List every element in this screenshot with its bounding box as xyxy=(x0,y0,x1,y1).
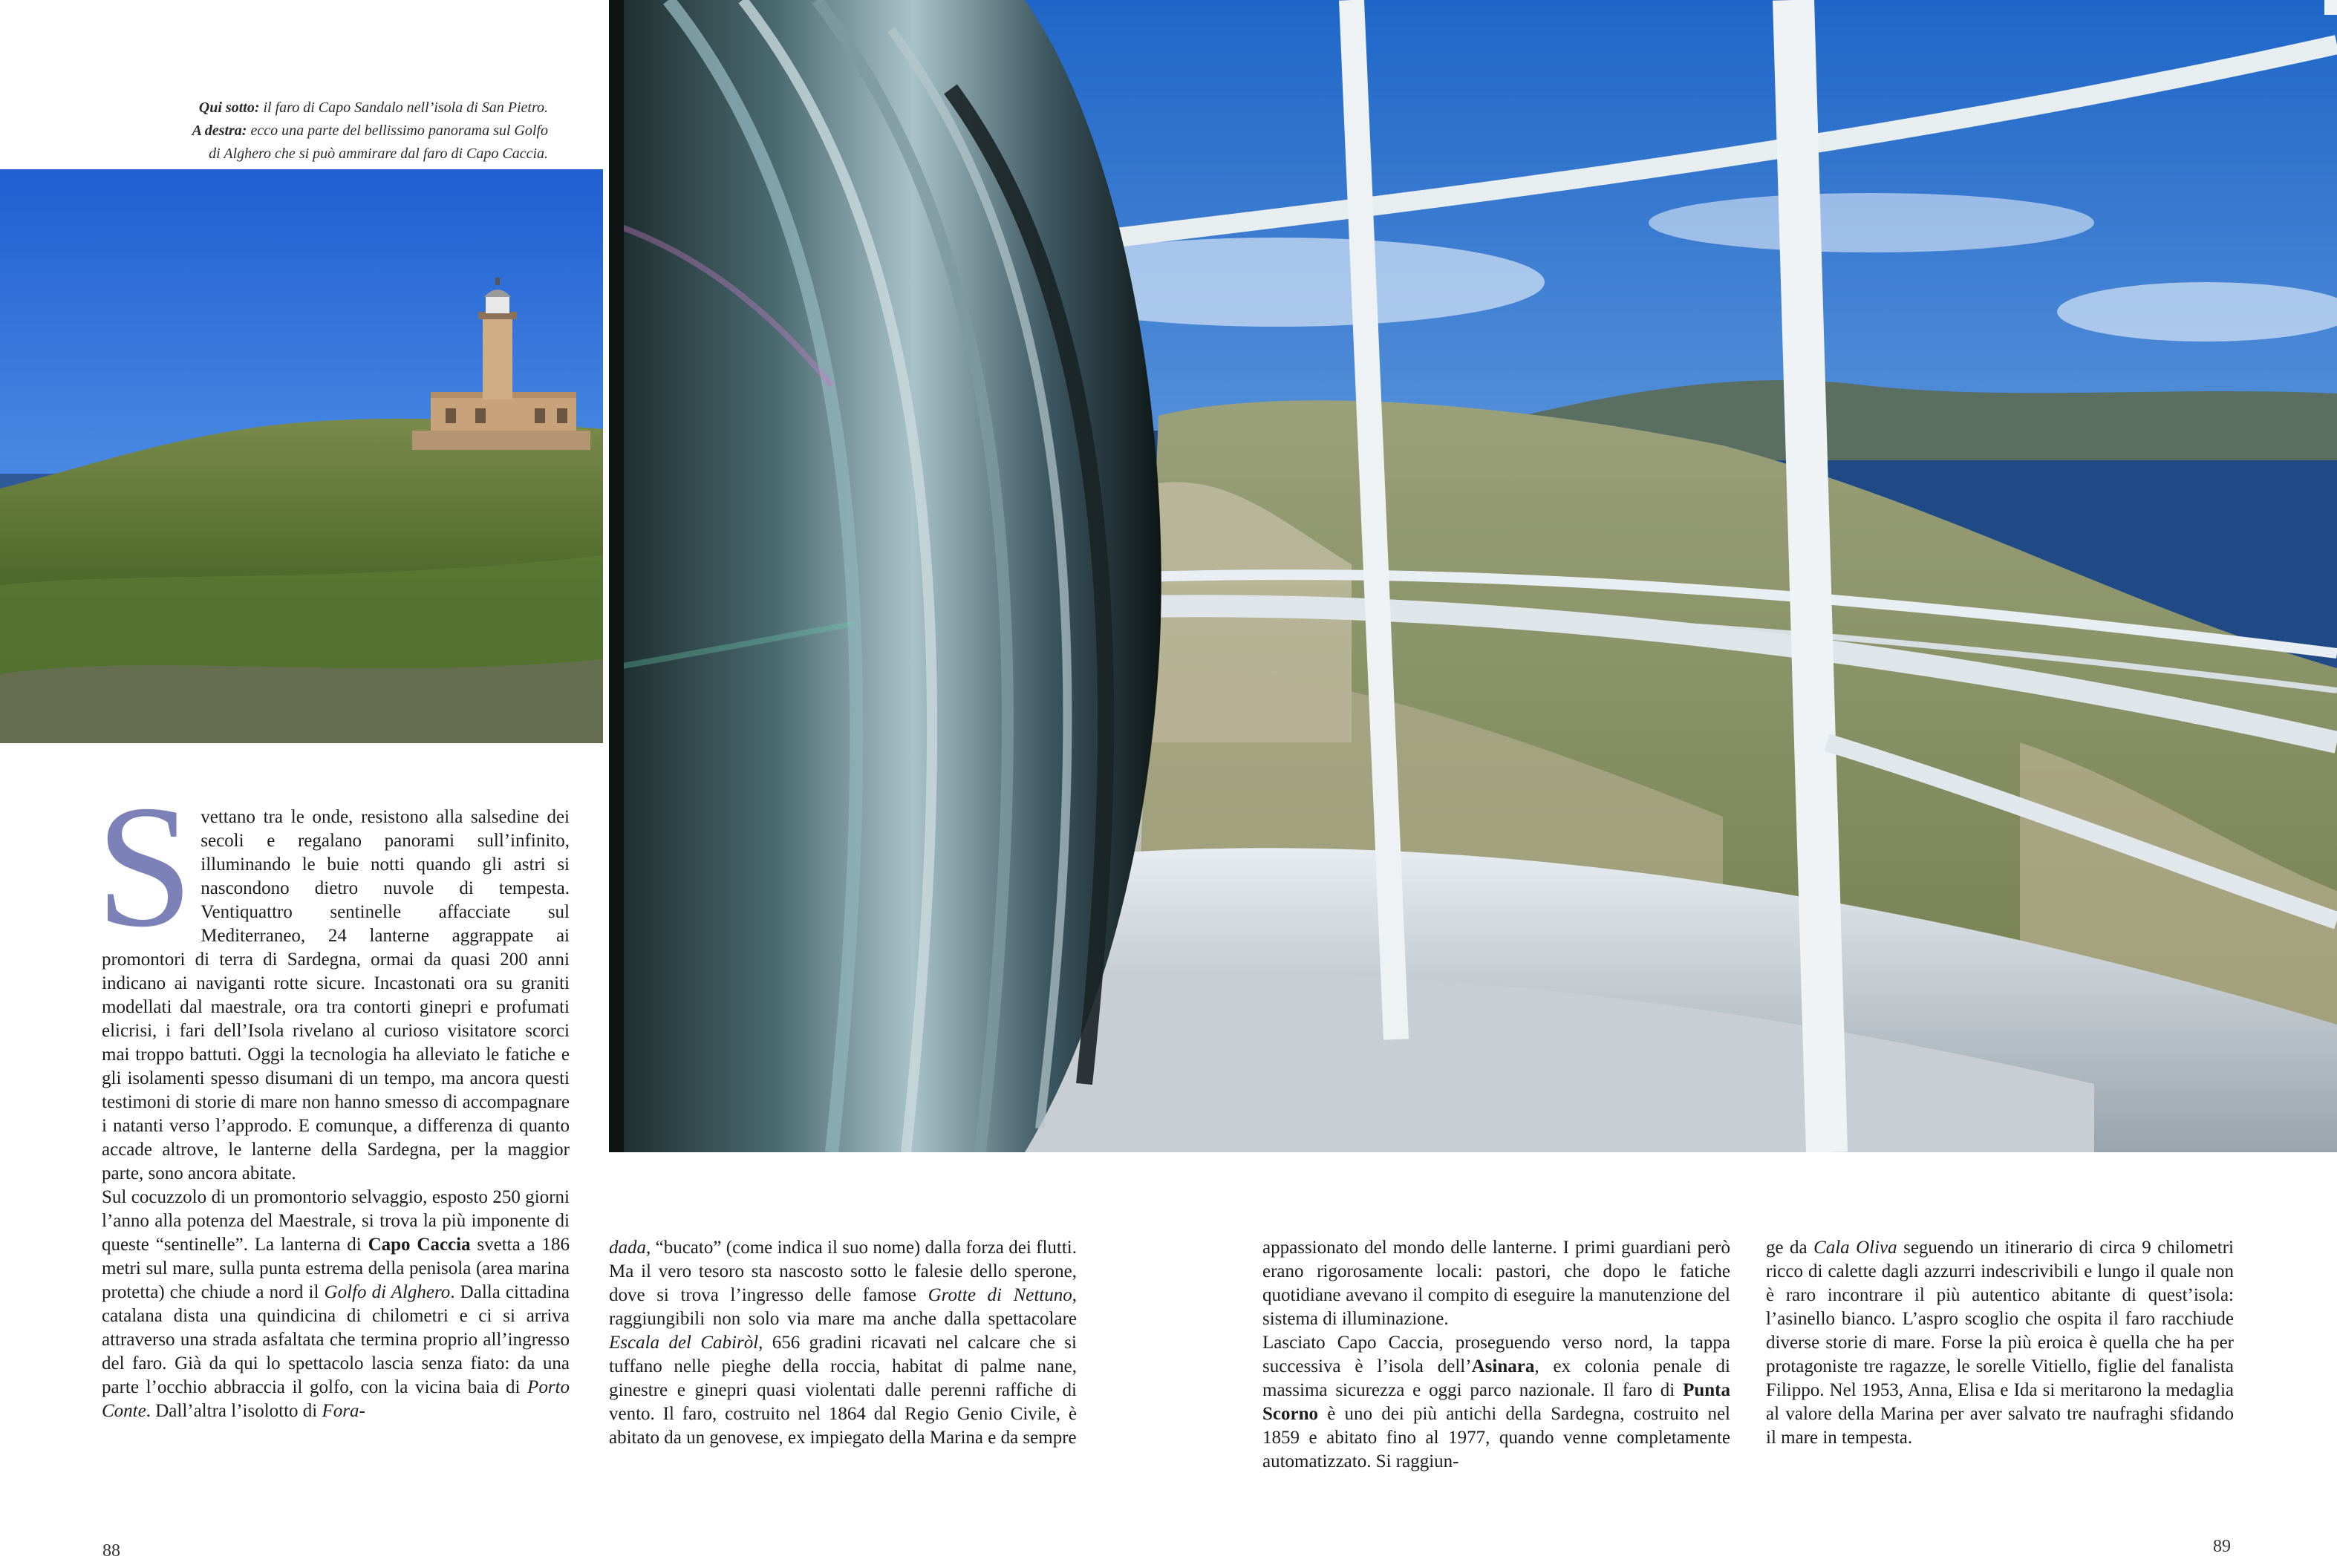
caption-text-1: il faro di Capo Sandalo nell’isola di San Pietro. xyxy=(259,99,548,116)
photo-capo-caccia-lantern-panorama xyxy=(609,0,2337,1152)
article-column-1 xyxy=(96,770,570,1423)
caption-label-right: A destra: xyxy=(192,122,247,139)
caption-text-2: ecco una parte del bellissimo panorama sul Golfo xyxy=(247,122,548,139)
article-paragraph-5: Lasciato Capo Caccia, proseguendo verso nord, la tappa successiva è l’isola dell’Asinara, ex colonia penale di massima sicurezza e oggi parco nazionale. Il faro di Punta Scorno è uno dei più antichi della Sardegna, costruito nel 1859 e abitato fino al 1977, quando venne completamente automatizzato. Si raggiun- xyxy=(1262,1333,1730,1471)
lantern-room-illustration xyxy=(609,0,2337,1152)
photo-caption xyxy=(111,97,548,166)
caption-label-below: Qui sotto: xyxy=(198,99,260,116)
article-column-4 xyxy=(1766,1236,2234,1450)
caption-text-3: di Alghero che si può ammirare dal faro di Capo Caccia. xyxy=(209,146,548,162)
drop-cap: S xyxy=(96,770,194,964)
article-paragraph-6: ge da Cala Oliva seguendo un itinerario di circa 9 chilometri ricco di calette dagli azzurri indescrivibili e lungo il quale non è raro incontrare il più autentico abitante di quest’isola: l’asinello bianco. L’aspro scoglio che ospita il faro racchiude diverse storie di mare. Forse la più eroica è quella che ha per protagoniste tre ragazze, le sorelle Vitiello, figlie del fanalista Filippo. Nel 1953, Anna, Elisa e Ida si meritarono la medaglia al valore della Marina per aver salvato tre naufraghi sfidando il mare in tempesta. xyxy=(1766,1238,2234,1448)
page-number-right: 89 xyxy=(2213,1537,2231,1556)
article-paragraph-3: dada, “bucato” (come indica il suo nome) dalla forza dei flutti. Ma il vero tesoro sta nascosto sotto le falesie dello sperone, dove si trova l’ingresso delle famose Grotte di Nettuno, raggiungibili non solo via mare ma anche dalla spettacolare Escala del Cabiròl, 656 gradini ricavati nel calcare che si tuffano nelle pieghe della roccia, habitat di palme nane, ginestre e ginepri quasi violentati dalle perenni raffiche di vento. Il faro, costruito nel 1864 dal Regio Genio Civile, è abitato da un genovese, ex impiegato della Marina e da sempre xyxy=(609,1238,1078,1448)
photo-capo-sandalo-lighthouse xyxy=(0,169,603,743)
article-column-2 xyxy=(609,1236,1077,1450)
article-paragraph-2: Sul cocuzzolo di un promontorio selvaggio, esposto 250 giorni l’anno alla potenza del Maestrale, si trova la più imponente di queste “sentinelle”. La lanterna di Capo Caccia svetta a 186 metri sul mare, sulla punta estrema della penisola (area marina protetta) che chiude a nord il Golfo di Alghero. Dalla cittadina catalana dista una quindicina di chilometri e ci si arriva attraverso una strada asfaltata che termina proprio all’ingresso del faro. Già da qui lo spettacolo lascia senza fiato: da una parte l’occhio abbraccia il golfo, con la vicina baia di Porto Conte. Dall’altra l’isolotto di Fora- xyxy=(102,1187,570,1421)
page-number-left: 88 xyxy=(102,1541,120,1561)
article-column-3 xyxy=(1262,1236,1730,1474)
article-paragraph-1: Svettano tra le onde, resistono alla salsedine dei secoli e regalano panorami sull’infinito, illuminando le buie notti quando gli astri si nascondono dietro nuvole di tempesta. Ventiquattro sentinelle affacciate sul Mediterraneo, 24 lanterne aggrappate ai promontori di terra di Sardegna, ormai da quasi 200 anni indicano ai naviganti rotte sicure. Incastonati ora su graniti modellati dal maestrale, ora tra contorti ginepri e profumati elicrisi, i fari dell’Isola rivelano al curioso visitatore scorci mai troppo battuti. Oggi la tecnologia ha alleviato le fatiche e gli isolamenti spesso disumani di un tempo, ma ancora questi testimoni di storie di mare non hanno smesso di accompagnare i natanti verso l’approdo. E comunque, a differenza di quanto accade altrove, le lanterne della Sardegna, per la maggior parte, sono ancora abitate. xyxy=(96,770,570,1183)
article-paragraph-4: appassionato del mondo delle lanterne. I primi guardiani però erano rigorosamente locali: pastori, che dopo le fatiche quotidiane avevano il compito di eseguire la manutenzione del sistema di illuminazione. xyxy=(1262,1238,1730,1329)
lighthouse-hill-illustration xyxy=(0,169,603,743)
